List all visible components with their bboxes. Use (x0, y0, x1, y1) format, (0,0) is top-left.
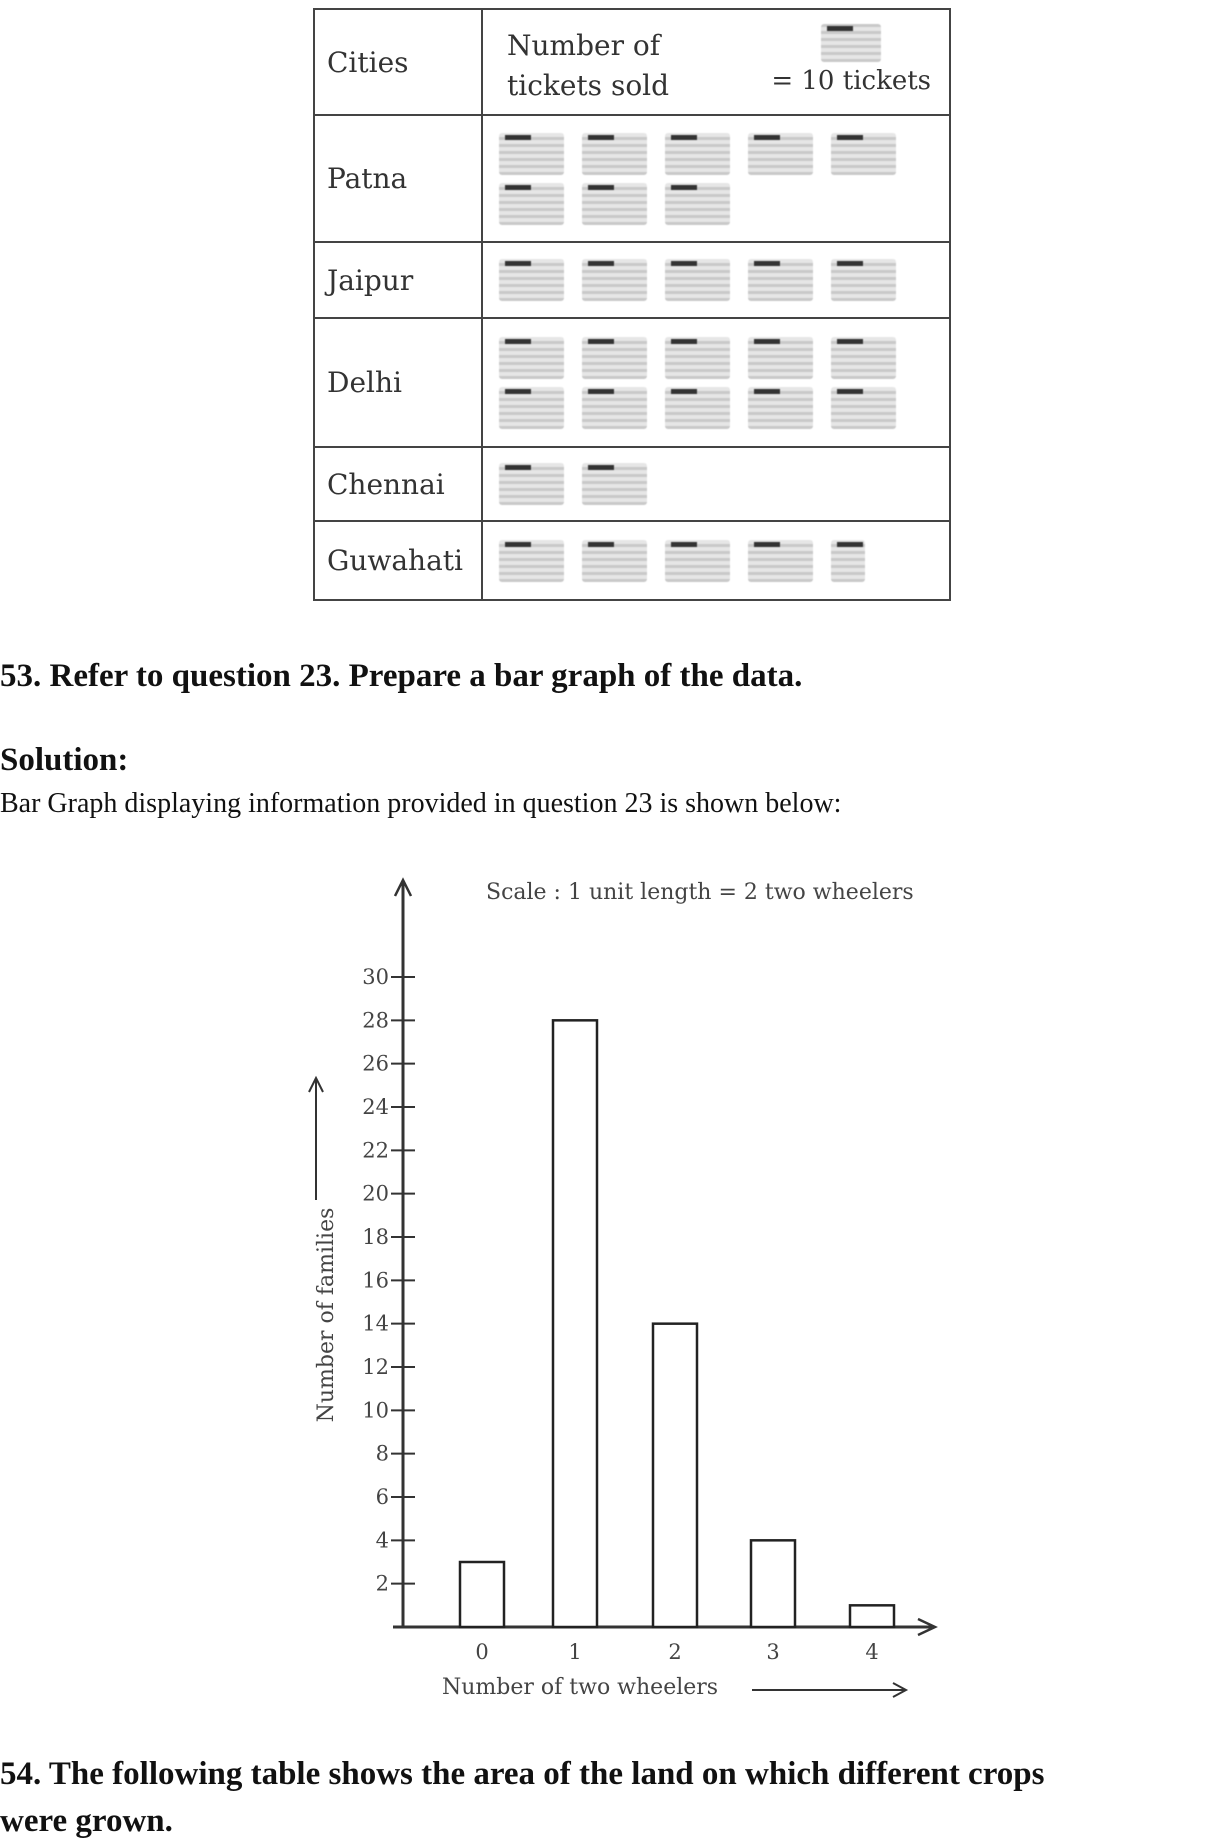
y-tick-label: 24 (362, 1095, 389, 1119)
header-tickets (482, 9, 950, 115)
question-53-heading: 53. Refer to question 23. Prepare a bar graph of the data. (0, 658, 803, 694)
y-tick-label: 28 (362, 1008, 389, 1033)
ticket-icon (499, 259, 564, 301)
city-name: Patna (314, 115, 482, 242)
x-tick-label: 2 (668, 1640, 682, 1664)
y-tick-label: 14 (362, 1311, 389, 1336)
chart-title: Scale : 1 unit length = 2 two wheelers (486, 880, 914, 905)
ticket-icon (582, 540, 647, 582)
question-54-heading-line2: were grown. (0, 1803, 173, 1839)
bar-chart (0, 860, 1230, 1720)
ticket-icon (582, 463, 647, 505)
x-tick-label: 3 (766, 1640, 780, 1664)
ticket-icon (665, 133, 730, 175)
x-tick-label: 4 (865, 1640, 879, 1664)
city-name: Guwahati (314, 521, 482, 600)
ticket-icon (748, 540, 813, 582)
ticket-icon (499, 463, 564, 505)
ticket-icon (831, 133, 896, 175)
ticket-icon (748, 337, 813, 379)
y-tick-label: 4 (375, 1528, 389, 1553)
y-tick-label: 18 (362, 1225, 389, 1249)
city-name: Chennai (314, 447, 482, 521)
bar (653, 1324, 697, 1627)
ticket-icon (582, 337, 647, 379)
ticket-icon (499, 133, 564, 175)
ticket-icon (499, 337, 564, 379)
ticket-icon (499, 387, 564, 429)
y-axis-label: Number of families (314, 1207, 339, 1423)
y-tick-label: 30 (362, 965, 389, 989)
key (771, 24, 931, 96)
y-tick-label: 26 (362, 1051, 389, 1076)
ticket-icon (665, 259, 730, 301)
ticket-icon (831, 540, 865, 582)
ticket-icon (665, 540, 730, 582)
y-tick-label: 16 (362, 1268, 389, 1293)
header-tickets-label: Number of tickets sold (507, 29, 670, 102)
ticket-icon (831, 259, 896, 301)
y-tick-label: 20 (362, 1181, 389, 1206)
y-tick-label: 6 (375, 1485, 389, 1509)
ticket-icon (582, 133, 647, 175)
ticket-icon (831, 337, 896, 379)
bar (460, 1562, 504, 1627)
x-axis-label: Number of two wheelers (442, 1675, 719, 1700)
x-tick-label: 1 (568, 1640, 582, 1664)
ticket-icon (499, 183, 564, 225)
city-name: Jaipur (314, 242, 482, 318)
bar (850, 1605, 894, 1627)
ticket-icon (499, 540, 564, 582)
ticket-icon (748, 259, 813, 301)
pictograph-table (313, 8, 951, 601)
ticket-icon (748, 387, 813, 429)
ticket-icon (665, 337, 730, 379)
ticket-icon (582, 183, 647, 225)
ticket-icon (582, 259, 647, 301)
y-tick-label: 8 (375, 1441, 389, 1466)
city-name: Delhi (314, 318, 482, 447)
ticket-icon (821, 24, 881, 62)
y-tick-label: 2 (375, 1571, 389, 1596)
question-54-heading-line1: 54. The following table shows the area of the land on which different crops (0, 1756, 1045, 1792)
y-tick-label: 10 (362, 1398, 389, 1423)
solution-label: Solution: (0, 742, 129, 778)
key-label: = 10 tickets (771, 66, 931, 96)
ticket-icon (582, 387, 647, 429)
bar (751, 1540, 795, 1627)
y-tick-label: 22 (362, 1138, 389, 1163)
solution-text: Bar Graph displaying information provided in question 23 is shown below: (0, 788, 842, 819)
x-tick-label: 0 (475, 1640, 489, 1664)
bar (553, 1020, 597, 1627)
y-tick-label: 12 (362, 1355, 389, 1379)
ticket-icon (748, 133, 813, 175)
ticket-icon (665, 387, 730, 429)
ticket-icon (831, 387, 896, 429)
header-cities: Cities (314, 9, 482, 115)
ticket-icon (665, 183, 730, 225)
